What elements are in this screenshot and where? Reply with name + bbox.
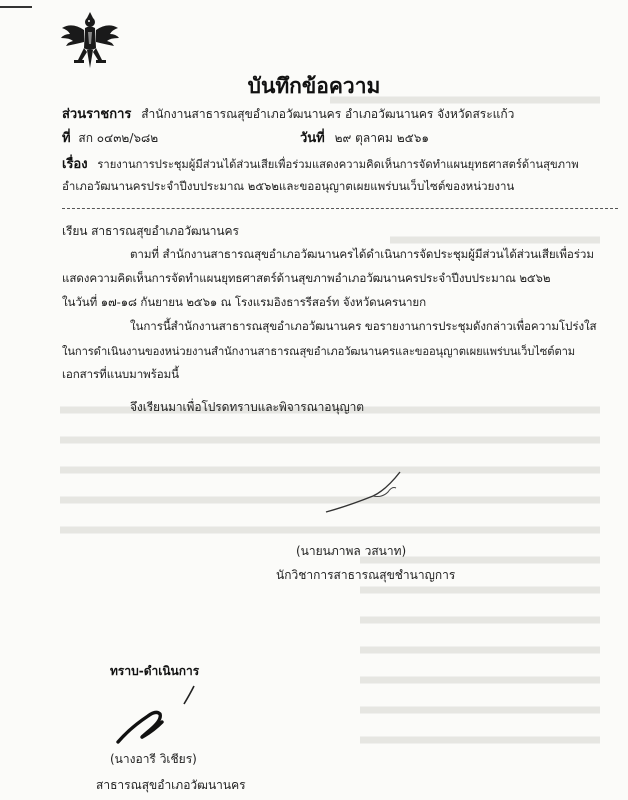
page-edge-mark xyxy=(0,6,32,8)
paragraph-1-line-1: ตามที่ สำนักงานสาธารณสุขอำเภอวัฒนานครได้ดำเนินการจัดประชุมผู้มีส่วนได้ส่วนเสียเพื่อร่วม xyxy=(130,247,594,261)
subject-line-1: รายงานการประชุมผู้มีส่วนได้ส่วนเสียเพื่อร่วมแสดงความคิดเห็นการจัดทำแผนยุทธศาสตร์ด้านสุขภาพ xyxy=(97,158,579,171)
agency-value: สำนักงานสาธารณสุขอำเภอวัฒนานคร อำเภอวัฒนานคร จังหวัดสระแก้ว xyxy=(141,107,515,121)
paragraph-1-line-3: ในวันที่ ๑๗-๑๘ กันยายน ๒๕๖๑ ณ โรงแรมอิงธารรีสอร์ท จังหวัดนครนายก xyxy=(62,295,427,309)
document-title: บันทึกข้อความ xyxy=(247,74,381,98)
paragraph-2-line-3: เอกสารที่แนบมาพร้อมนี้ xyxy=(62,367,180,381)
date-row xyxy=(300,127,429,148)
reference-value: สก ๐๔๓๒/๖๘๒ xyxy=(78,131,159,145)
handwritten-signature-2 xyxy=(110,680,220,750)
signer-1-position: นักวิชาการสาธารณสุขชำนาญการ xyxy=(276,568,456,582)
paragraph-2-line-1: ในการนี้สำนักงานสาธารณสุขอำเภอวัฒนานคร ขอรายงานการประชุมดังกล่าวเพื่อความโปร่งใส xyxy=(130,319,597,333)
agency-row xyxy=(62,103,514,124)
paragraph-2-line-2: ในการดำเนินงานของหน่วยงานสำนักงานสาธารณสุขอำเภอวัฒนานครและขออนุญาตเผยแพร่บนเว็บไซต์ตาม xyxy=(62,345,576,358)
reference-row xyxy=(62,127,158,148)
subject-row xyxy=(62,153,579,174)
subject-line-2: อำเภอวัฒนานครประจำปีงบประมาณ ๒๕๖๒และขออนุญาตเผยแพร่บนเว็บไซต์ของหน่วยงาน xyxy=(62,179,515,193)
closing-sentence: จึงเรียนมาเพื่อโปรดทราบและพิจารณาอนุญาต xyxy=(130,400,364,414)
handwritten-signature-1 xyxy=(318,462,438,522)
reference-label: ที่ xyxy=(62,131,71,146)
garuda-emblem xyxy=(58,8,122,72)
signer-2-position: สาธารณสุขอำเภอวัฒนานคร xyxy=(96,778,246,792)
signer-2-name: (นางอารี วิเชียร) xyxy=(110,752,197,766)
salutation: เรียน สาธารณสุขอำเภอวัฒนานคร xyxy=(62,224,239,238)
paragraph-1-line-2: แสดงความคิดเห็นการจัดทำแผนยุทธศาสตร์ด้านสุขภาพอำเภอวัฒนานครประจำปีงบประมาณ ๒๕๖๒ xyxy=(62,271,551,285)
agency-label: ส่วนราชการ xyxy=(62,107,132,122)
date-value: ๒๙ ตุลาคม ๒๕๖๑ xyxy=(334,131,429,145)
date-label: วันที่ xyxy=(300,131,325,146)
header-separator xyxy=(62,208,618,209)
approval-note: ทราบ-ดำเนินการ xyxy=(110,664,200,678)
subject-label: เรื่อง xyxy=(62,157,88,172)
signer-1-name: (นายนภาพล วสนาท) xyxy=(296,544,407,558)
